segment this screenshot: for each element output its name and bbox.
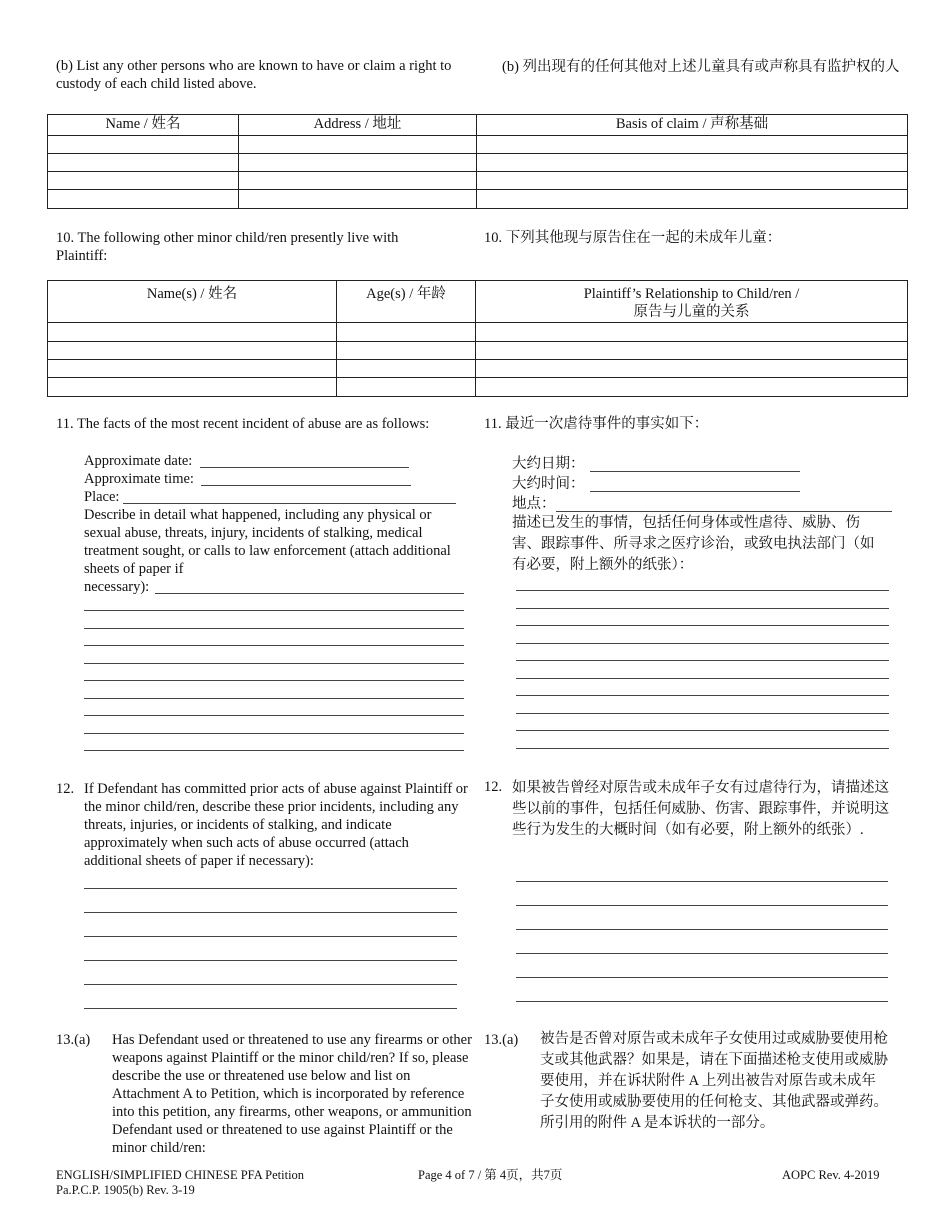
table-row xyxy=(48,189,907,208)
basis-cell[interactable] xyxy=(476,154,907,171)
writing-line[interactable] xyxy=(84,984,457,985)
basis-cell[interactable] xyxy=(476,190,907,208)
writing-line[interactable] xyxy=(84,698,464,699)
basis-cell[interactable] xyxy=(476,172,907,189)
writing-line[interactable] xyxy=(84,936,457,937)
section-b-text-en: (b) List any other persons who are known to have or claim a right to custody of each child listed above. xyxy=(56,58,452,92)
basis-cell[interactable] xyxy=(476,136,907,153)
section-13a-num-zh: 13.(a) xyxy=(484,1032,519,1048)
zh-time-label: 大约时间： xyxy=(512,476,585,492)
writing-line[interactable] xyxy=(516,713,889,714)
approx-time-field[interactable] xyxy=(201,485,411,486)
header-relationship xyxy=(475,281,907,322)
writing-line[interactable] xyxy=(84,628,464,629)
writing-line[interactable] xyxy=(516,929,888,930)
address-cell[interactable] xyxy=(238,154,476,171)
section-11-title-zh: 11. 最近一次虐待事件的事实如下： xyxy=(484,416,709,432)
describe-field-line[interactable] xyxy=(155,593,464,594)
table-row xyxy=(48,322,907,341)
approx-time-label: Approximate time: xyxy=(84,471,194,487)
footer-page-number: Page 4 of 7 / 第 4页，共7页 xyxy=(418,1168,563,1182)
section-12-num-en: 12. xyxy=(56,781,75,797)
describe-instructions-zh: 描述已发生的事情，包括任何身体或性虐待、威胁、伤害、跟踪事件、所寻求之医疗诊治，或致电执法部门（如有必要，附上额外的纸张）： xyxy=(512,515,875,573)
writing-line[interactable] xyxy=(516,905,888,906)
writing-line[interactable] xyxy=(516,590,889,591)
writing-line[interactable] xyxy=(516,695,889,696)
footer-rule-ref: Pa.P.C.P. 1905(b) Rev. 3-19 xyxy=(56,1183,195,1197)
ages-cell[interactable] xyxy=(336,342,475,359)
zh-place-field[interactable] xyxy=(556,511,892,512)
writing-line[interactable] xyxy=(84,960,457,961)
names-cell[interactable] xyxy=(48,378,336,396)
section-11-title-en: 11. The facts of the most recent incident of abuse are as follows: xyxy=(56,416,430,432)
section-13a-num-en: 13.(a) xyxy=(56,1032,91,1048)
writing-line[interactable] xyxy=(84,680,464,681)
names-cell[interactable] xyxy=(48,360,336,377)
table-header-row xyxy=(48,281,907,322)
table-row xyxy=(48,135,907,153)
name-cell[interactable] xyxy=(48,154,238,171)
section-10-text-en: 10. The following other minor child/ren presently live with Plaintiff: xyxy=(56,230,399,264)
writing-line[interactable] xyxy=(84,750,464,751)
names-cell[interactable] xyxy=(48,323,336,341)
header-relationship-zh: 原告与儿童的关系 xyxy=(633,304,750,320)
address-cell[interactable] xyxy=(238,190,476,208)
header-names: Name(s) / 姓名 xyxy=(146,286,238,302)
relationship-cell[interactable] xyxy=(475,378,907,396)
writing-line[interactable] xyxy=(84,888,457,889)
necessary-label: necessary): xyxy=(84,579,150,595)
section-12-text-zh: 如果被告曾经对原告或未成年子女有过虐待行为，请描述这些以前的事件，包括任何威胁、伤害、跟踪事件，并说明这些行为发生的大概时间（如有必要，附上额外的纸张）. xyxy=(512,780,889,838)
section-10-text-zh: 10. 下列其他现与原告住在一起的未成年儿童： xyxy=(484,230,782,246)
table-row xyxy=(48,153,907,171)
approx-date-field[interactable] xyxy=(200,467,409,468)
header-relationship-en: Plaintiff’s Relationship to Child/ren / xyxy=(583,286,800,302)
name-cell[interactable] xyxy=(48,136,238,153)
writing-line[interactable] xyxy=(516,730,889,731)
ages-cell[interactable] xyxy=(336,360,475,377)
place-field[interactable] xyxy=(123,503,456,504)
names-cell[interactable] xyxy=(48,342,336,359)
describe-instructions-en: Describe in detail what happened, including any physical or sexual abuse, threats, injury, incidents of stalking, medical treatment sought, or calls to law enforcement (attach additional sheets of paper if xyxy=(84,507,451,577)
writing-line[interactable] xyxy=(84,663,464,664)
writing-line[interactable] xyxy=(516,953,888,954)
footer-revision: AOPC Rev. 4-2019 xyxy=(782,1168,880,1182)
writing-line[interactable] xyxy=(84,912,457,913)
writing-line[interactable] xyxy=(516,1001,888,1002)
writing-line[interactable] xyxy=(516,678,889,679)
header-name: Name / 姓名 xyxy=(105,116,181,132)
custody-table xyxy=(47,114,908,209)
writing-line[interactable] xyxy=(84,610,464,611)
writing-line[interactable] xyxy=(84,645,464,646)
zh-place-label: 地点： xyxy=(512,496,556,512)
ages-cell[interactable] xyxy=(336,323,475,341)
ages-cell[interactable] xyxy=(336,378,475,396)
header-basis: Basis of claim / 声称基础 xyxy=(476,115,907,135)
writing-line[interactable] xyxy=(516,643,889,644)
table-row xyxy=(48,171,907,189)
writing-line[interactable] xyxy=(84,733,464,734)
address-cell[interactable] xyxy=(238,136,476,153)
zh-time-field[interactable] xyxy=(590,491,800,492)
footer-form-title: ENGLISH/SIMPLIFIED CHINESE PFA Petition xyxy=(56,1168,305,1182)
writing-line[interactable] xyxy=(516,881,888,882)
table-row xyxy=(48,341,907,359)
address-cell[interactable] xyxy=(238,172,476,189)
place-label: Place: xyxy=(84,489,120,505)
name-cell[interactable] xyxy=(48,172,238,189)
table-row xyxy=(48,377,907,396)
writing-line[interactable] xyxy=(516,748,889,749)
relationship-cell[interactable] xyxy=(475,360,907,377)
zh-date-field[interactable] xyxy=(590,471,800,472)
header-ages: Age(s) / 年龄 xyxy=(336,281,475,322)
section-12-text-en: If Defendant has committed prior acts of abuse against Plaintiff or the minor child/ren, describe these prior incidents, including any threats, injuries, or incidents of stalking, and indicate approximately when such acts of abuse occurred (attach additional sheets of paper if necessary): xyxy=(84,781,468,869)
writing-line[interactable] xyxy=(516,977,888,978)
writing-line[interactable] xyxy=(516,608,889,609)
writing-line[interactable] xyxy=(84,1008,457,1009)
section-b-text-zh: (b) 列出现有的任何其他对上述儿童具有或声称具有监护权的人 xyxy=(502,59,900,75)
zh-date-label: 大约日期： xyxy=(512,456,585,472)
table-header-row xyxy=(48,115,907,135)
writing-line[interactable] xyxy=(84,715,464,716)
section-13a-text-zh: 被告是否曾对原告或未成年子女使用过或威胁要使用枪支或其他武器？如果是，请在下面描述枪支使用或威胁要使用，并在诉状附件 A 上列出被告对原告或未成年子女使用或威胁要使用的任何枪支、其他武器或弹药。所引用的附件 A 是本诉状的一部分。 xyxy=(540,1031,888,1131)
writing-line[interactable] xyxy=(516,660,889,661)
children-table xyxy=(47,280,908,397)
header-address: Address / 地址 xyxy=(238,115,476,135)
writing-line[interactable] xyxy=(516,625,889,626)
section-12-num-zh: 12. xyxy=(484,779,503,795)
relationship-cell[interactable] xyxy=(475,323,907,341)
table-row xyxy=(48,359,907,377)
approx-date-label: Approximate date: xyxy=(84,453,193,469)
section-13a-text-en: Has Defendant used or threatened to use any firearms or other weapons against Plaintiff or the minor child/ren? If so, please describe the use or threatened use below and list on Attachment A to Petition, which is incorporated by reference into this petition, any firearms, other weapons, or ammunition Defendant used or threatened to use against Plaintiff or the minor child/ren: xyxy=(112,1032,472,1156)
relationship-cell[interactable] xyxy=(475,342,907,359)
name-cell[interactable] xyxy=(48,190,238,208)
